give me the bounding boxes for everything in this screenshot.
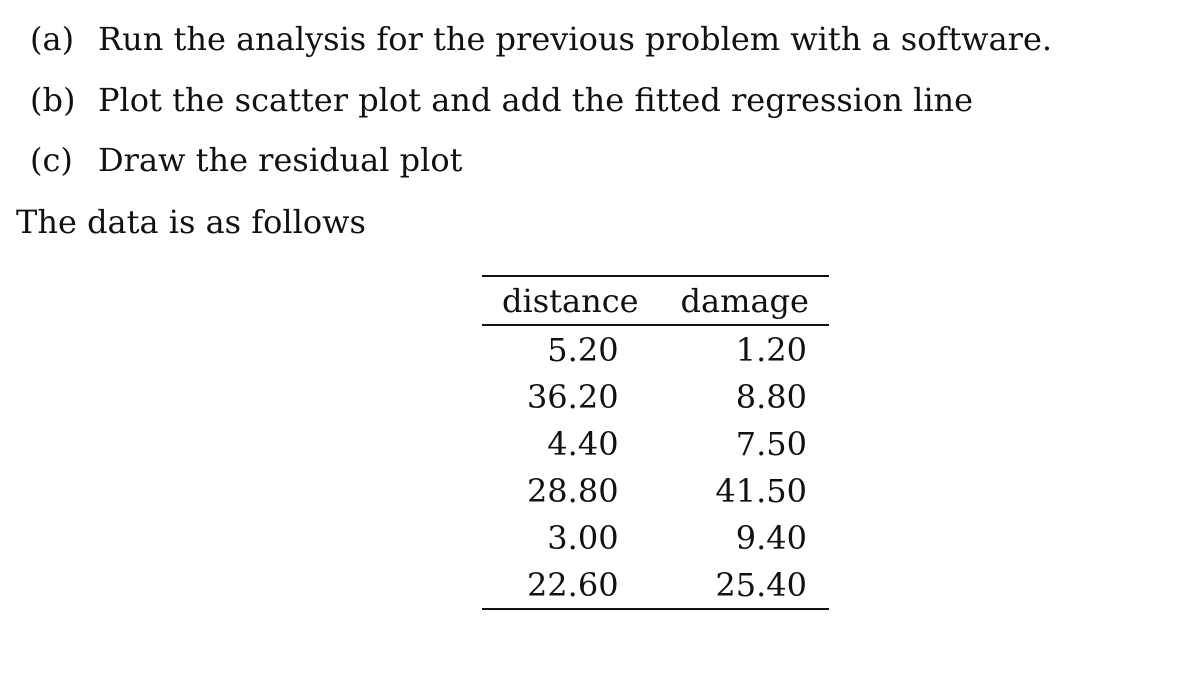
distance-cell: 5.20: [547, 330, 619, 369]
task-item-b: [30, 80, 973, 120]
distance-cell: 3.00: [547, 518, 619, 557]
damage-cell: 9.40: [735, 518, 807, 557]
table-header-row: [482, 276, 829, 325]
damage-cell: 1.20: [735, 330, 807, 369]
table-row: [482, 373, 829, 420]
distance-cell: 4.40: [547, 424, 619, 463]
task-text: Draw the residual plot: [98, 141, 463, 179]
distance-cell: 28.80: [526, 471, 619, 510]
distance-cell: 22.60: [526, 565, 619, 604]
column-header-damage: damage: [680, 281, 809, 320]
task-text: Run the analysis for the previous problem with a software.: [98, 20, 1053, 58]
table-row: [482, 561, 829, 609]
task-item-c: [30, 140, 462, 180]
task-label: (a): [30, 20, 75, 58]
damage-cell: 8.80: [735, 377, 807, 416]
table-row: [482, 514, 829, 561]
data-table: [482, 275, 829, 610]
table-row: [482, 325, 829, 373]
distance-cell: 36.20: [526, 377, 619, 416]
damage-cell: 25.40: [715, 565, 807, 604]
task-item-a: [30, 19, 1052, 59]
task-label: (c): [30, 141, 73, 179]
task-label: (b): [30, 81, 76, 119]
table-row: [482, 467, 829, 514]
data-intro-text: The data is as follows: [16, 203, 366, 241]
damage-cell: 7.50: [735, 424, 807, 463]
damage-cell: 41.50: [715, 471, 807, 510]
task-text: Plot the scatter plot and add the fitted regression line: [98, 81, 974, 119]
column-header-distance: distance: [502, 281, 639, 320]
table-row: [482, 420, 829, 467]
